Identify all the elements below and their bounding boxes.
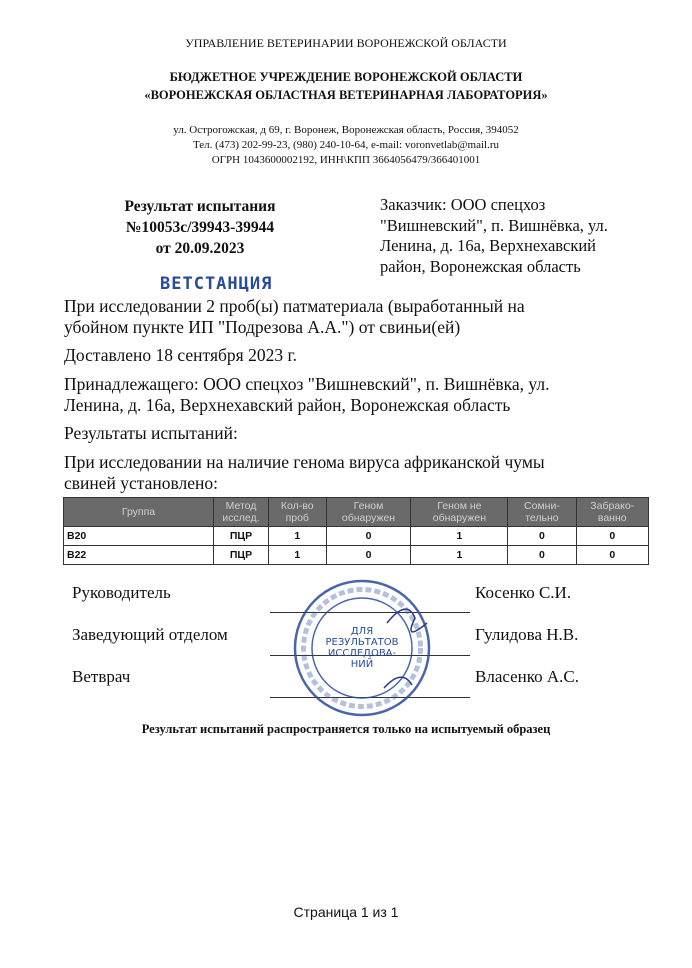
round-stamp-center-text: ДЛЯ РЕЗУЛЬТАТОВ ИССЛЕДОВА- НИЙ	[325, 626, 399, 670]
signature-role: Заведующий отделом	[72, 625, 228, 644]
text-line: При исследовании на наличие генома вируса африканской чумы	[64, 452, 545, 472]
signature-role: Ветврач	[72, 667, 131, 686]
customer-line: район, Воронежская область	[380, 256, 581, 276]
customer-block	[380, 195, 640, 277]
table-cell: 0	[576, 546, 648, 565]
owner-paragraph	[64, 374, 654, 416]
org-name-line1: БЮДЖЕТНОЕ УЧРЕЖДЕНИЕ ВОРОНЕЖСКОЙ ОБЛАСТИ	[169, 70, 523, 84]
result-title: Результат испытания	[124, 198, 276, 215]
delivered-text: Доставлено 18 сентября 2023 г.	[64, 345, 298, 365]
finding-paragraph	[64, 452, 654, 494]
table-cell: 1	[411, 527, 508, 546]
ministry-heading: УПРАВЛЕНИЕ ВЕТЕРИНАРИИ ВОРОНЕЖСКОЙ ОБЛАСТИ	[185, 36, 507, 50]
text-line: свиней установлено:	[64, 473, 219, 493]
column-header: Геном не обнаружен	[411, 498, 508, 527]
customer-line: Заказчик: ООО спецхоз	[380, 195, 546, 214]
column-header: Группа	[64, 498, 214, 527]
table-cell: 1	[411, 546, 508, 565]
signature-name: Косенко С.И.	[475, 583, 572, 602]
result-number: №10053с/39943-39944	[125, 219, 275, 236]
column-header: Сомни-тельно	[508, 498, 576, 527]
column-header: Геном обнаружен	[326, 498, 411, 527]
signature-name: Гулидова Н.В.	[475, 625, 579, 644]
org-address: ул. Острогожская, д 69, г. Воронеж, Воронежская область, Россия, 394052	[173, 124, 519, 136]
table-cell: 0	[576, 527, 648, 546]
body-paragraph-1	[64, 296, 654, 338]
table-cell: B20	[64, 527, 214, 546]
results-table	[63, 497, 649, 565]
result-date: от 20.09.2023	[155, 240, 245, 257]
text-line: убойном пункте ИП "Подрезова А.А.") от свиньи(ей)	[64, 317, 461, 337]
table-cell: 0	[326, 546, 411, 565]
customer-line: Ленина, д. 16а, Верхнехавский	[380, 236, 596, 255]
signature-name: Власенко А.С.	[475, 667, 580, 686]
table-cell: 1	[269, 527, 327, 546]
customer-line: "Вишневский", п. Вишнёвка, ул.	[380, 215, 608, 235]
round-stamp	[292, 578, 432, 718]
table-cell: 0	[508, 527, 576, 546]
org-ids: ОГРН 1043600002192, ИНН\КПП 3664056479/366401001	[211, 154, 481, 166]
vetstation-stamp: ВЕТСТАНЦИЯ	[160, 274, 273, 294]
table-cell: B22	[64, 546, 214, 565]
result-block	[95, 196, 305, 259]
table-header-row	[64, 498, 649, 527]
table-cell: 1	[269, 546, 327, 565]
column-header: Забрако-ванно	[576, 498, 648, 527]
table-cell: 0	[508, 546, 576, 565]
text-line: Ленина, д. 16а, Верхнехавский район, Воронежская область	[64, 395, 511, 415]
footer-note: Результат испытаний распространяется только на испытуемый образец	[141, 722, 551, 736]
org-contacts: Тел. (473) 202-99-23, (980) 240-10-64, e-mail: voronvetlab@mail.ru	[192, 139, 499, 151]
signature-role: Руководитель	[72, 583, 171, 602]
table-cell: 0	[326, 527, 411, 546]
table-cell: ПЦР	[214, 527, 269, 546]
text-line: При исследовании 2 проб(ы) патматериала (выработанный на	[64, 296, 525, 316]
column-header: Кол-во проб	[269, 498, 327, 527]
table-row	[64, 546, 649, 565]
text-line: Принадлежащего: ООО спецхоз "Вишневский", п. Вишнёвка, ул.	[64, 374, 550, 394]
table-cell: ПЦР	[214, 546, 269, 565]
page-number: Страница 1 из 1	[293, 904, 399, 920]
column-header: Метод исслед.	[214, 498, 269, 527]
org-name-line2: «ВОРОНЕЖСКАЯ ОБЛАСТНАЯ ВЕТЕРИНАРНАЯ ЛАБОРАТОРИЯ»	[144, 88, 548, 102]
table-row	[64, 527, 649, 546]
results-label: Результаты испытаний:	[64, 423, 238, 443]
